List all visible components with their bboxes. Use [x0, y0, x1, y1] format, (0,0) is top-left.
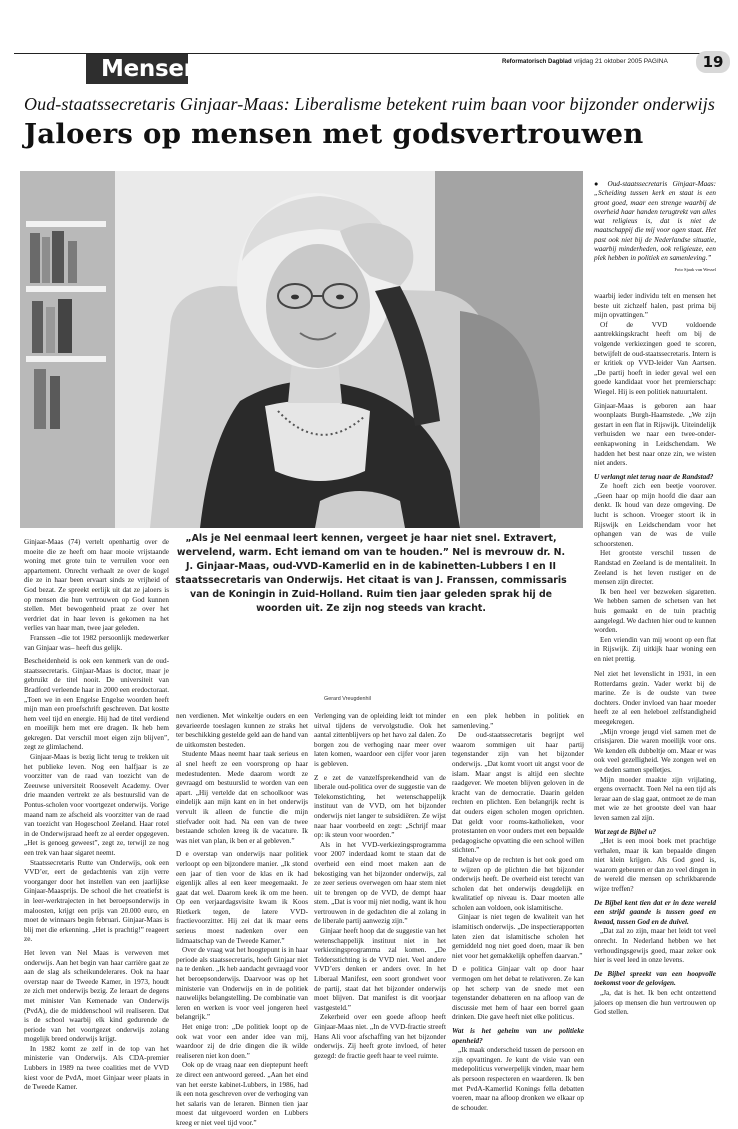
paragraph: en een plek hebben in politiek en samenleving.”: [452, 712, 584, 730]
paragraph: Ginjaar-Maas is bezig licht terug te trekken uit het publieke leven. Nog een halfjaar is ze voorzitter van de raad van toezicht van de Zeeuwse universiteit Roosevelt Academy. Over drie maanden vertrekt ze als bestuurslid van de Pontus-scholen voor voortgezet onderwijs. Vorige maand nam ze afscheid als voorzitter van de raad van toezicht van Hogeschool Zeeland. Haar rotel in de Onderwijsraad heeft ze al eerder opgegeven. „Het is genoeg geweest”, zegt ze, terwijl ze nog een trek van haar sigaret neemt.: [24, 753, 169, 857]
caption-credit: Foto Sjaak van Wessel: [674, 266, 716, 272]
paragraph: Of de VVD voldoende aantrekkingskracht heeft om bij de volgende verkiezingen goed te scoren, betwijfelt de oud-staatssecretaris. Intern is er kritiek op VVD-leider Van Aartsen. „De partij hoeft in ieder geval wel een goede kandidaat voor het premierschap: Wiegel. Hij is een politiek natuurtalent.: [594, 320, 716, 396]
paragraph: Als in het VVD-verkiezingsprogramma voor 2007 inderdaad komt te staan dat de overheid een eind moet maken aan de bekostiging van het bijzonder onderwijs, zal ze zeer serieus overwegen om haar stem niet uit te brengen op de VVD, de dempt haar stem. „Dat is voor mij niet nodig, want ik hou vertrouwen in de gedachten die al zolang in de liberale partij aanwezig zijn.”: [314, 840, 446, 926]
paragraph: Ginjaar-Maas is geboren aan haar woonplaats Burgh-Haamstede. „We zijn gestart in een flat in Rijswijk. Uiteindelijk verhuisden we naar een twee-onder-eenkapwoning in Leidschendam. We hadden het best naar onze zin, we wisten niet anders.: [594, 401, 716, 468]
interview-question: Wat is het geheim van uw politieke openheid?: [452, 1027, 584, 1045]
caption-text: ● Oud-staatssecretaris Ginjaar-Maas: „Scheiding tussen kerk en staat is een groot goed, maar een strenge waarbij de overheid haar handen terugtrekt van alles wat religieus is, dat is niet de maatschappij die mij voor ogen staat. Het past ook niet bij de Nederlandse situatie, waarbij minderheden, ook religieuze, een plek hebben in politiek en samenleving.”: [594, 180, 716, 263]
paragraph: „Dat zal zo zijn, maar het leidt tot veel onrecht. In Nederland hebben we het verhoudingsgewijs goed, maar zeker ook hier is veel leed in onze levens.: [594, 927, 716, 965]
portrait-photo: [20, 171, 583, 528]
paragraph: Studente Maas neemt haar taak serieus en al snel heeft ze een voorsprong op haar medestudenten. Mede daarom wordt ze gevraagd om bestuurslid te worden van een apart. „Hij vertelde dat en schoolkoor was eindelijk aan mijn kant en in het onderwijs vervult ik alleen de functie die mijn stiefvader ooit had. Na een van de twee bestaande scholen kreeg ik de vacature. Ik was niet van plan, ik ben er al gebleven.”: [176, 750, 308, 845]
paragraph: Mijn moeder maakte zijn vrijlating, ergens overnacht. Toen Nel na een tijd als leraar aan de slag gaat, ontmoet ze de man met wie ze het grootste deel van haar leven samen zal zijn.: [594, 775, 716, 822]
issue-date: vrijdag 21 oktober 2005 PAGINA: [574, 58, 668, 65]
body-column-5: [594, 292, 716, 663]
paragraph: Behalve op de rechten is het ook goed om te wijzen op de plichten die het bijzonder onderwijs heeft. De overheid eist terecht van scholen dat het onderwijs deugdelijk en kwalitatief op niveau is. Daar moeten alle scholen aan voldoen, ook islamitische.: [452, 855, 584, 912]
newspaper-name: Reformatorisch Dagblad: [502, 59, 572, 65]
paragraph: Ze hoeft zich een beetje voorover. „Geen haar op mijn hoofd die daar aan denkt. Ik houd van deze omgeving. De lucht is schoon. Vroeger stoort ik in Rijswijk en Leidschendam voor het ophangen van de was de vuile schoorstenen.: [594, 482, 716, 548]
body-column-4: [452, 712, 584, 1112]
section-tab: [86, 54, 200, 84]
photo-caption: [594, 180, 716, 274]
article-kicker: Oud-staatssecretaris Ginjaar-Maas: Liberalisme betekent ruim baan voor bijzonder onderwijs: [24, 94, 715, 114]
pull-quote-author: Gerard Vreugdenhil: [324, 696, 371, 702]
paragraph: „Ik maak onderscheid tussen de persoon en zijn opvattingen. Je kunt de visie van een medepoliticus verwerpelijk vinden, maar hem als persoon respecteren en waarderen. Ik ben met PvdA-Kamerlid Konings fella debatten voeren, maar na afloop dronken we elkaar op de schouder.: [452, 1046, 584, 1112]
page-header: [14, 40, 724, 86]
paragraph: nen verdienen. Met winkeltje ouders en een gevarieerde toeslagen kunnen ze straks het ter beschikking gestelde geld aan de hand van de uitkomsten besteden.: [176, 712, 308, 749]
paragraph: Ginjaar-Maas (74) vertelt openhartig over de moeite die ze heeft om haar mooie vrijstaande woning met grote tuin te verruilen voor een appartement. Onrecht verhaalt ze over de kogel die ze in haar been ervaart sinds ze vrijheid of God bezat. Ze spreekt eerlijk uit dat ze jaloers is op mensen die hun vertrouwen op God kunnen stellen. Met bewogenheid praat ze over het verdriet dat in haar leven is gekomen na het verlies van haar man, twee jaar geleden.: [24, 538, 169, 633]
paragraph: „Ja, dat is het. Ik ben echt ontzettend jaloers op mensen die hun vertrouwen op God stellen.: [594, 989, 716, 1017]
body-column-2: [176, 712, 308, 1127]
pull-quote: „Als je Nel eenmaal leert kennen, vergeet je haar niet snel. Extravert, wervelend, warm. Echt iemand om van te houden.” Nel is mevrouw dr. N. J. Ginjaar-Maas, oud-VVD-Kamerlid en in de kabinetten-Lubbers I en II staatssecretaris van Onderwijs. Het citaat is van J. Franssen, commissaris van de Koningin in Zuid-Holland. Ruim tien jaar geleden sprak hij de woorden uit. Ze zijn nog steeds van kracht.: [175, 533, 567, 614]
paragraph: Nel ziet het levenslicht in 1931, in een Rotterdams gezin. Vader werkt bij de marine. Ze is de oudste van twee dochters. Onder invloed van haar moeder heeft ze al een heleboel zelfstandigheid meegekregen.: [594, 670, 716, 726]
interview-question: De Bijbel spreekt van een hoopvolle toekomst voor de gelovigen.: [594, 969, 716, 988]
paragraph: D e overstap van onderwijs naar politiek verloopt op een bijzondere manier. „Ik stond een jaar of tien voor de klas en ik had eigenlijk alles al een keer meegemaakt. Je gaat dat wel. Daarom keek ik om me heen. Op een verjaardagsvisite kwam ik Koos Rietkerk tegen, de latere VVD-fractievoorzitter. Hij zei dat ik maar eens serieus moest nadenken over een lidmaatschap van de Tweede Kamer.”: [176, 850, 308, 945]
paragraph: Ginjaar heeft hoop dat de suggestie van het wetenschappelijk instituut niet in het verkiezingsprogramma zal komen. „De Teldersstichting is de VVD niet. Veel andere VVD’ers denken er anders over. In het Liberaal Manifest, een soort grondwet voor de partij, staat dat het bijzonder onderwijs moet blijven. Dat manifest is dit voorjaar vastgesteld.”: [314, 927, 446, 1012]
paragraph: „Het is een mooi boek met prachtige verhalen, maar ik kan bepaalde dingen niet klein krijgen. Als God goed is, waarom gebeuren er dan zo veel dingen in de wereld die mensen op schrikbarende wijze treffen?: [594, 837, 716, 894]
interview-question: U verlangt niet terug naar de Randstad?: [594, 472, 714, 481]
paragraph: Bescheidenheid is ook een kenmerk van de oud-staatssecretaris. Ginjaar-Maas is doctor, maar je gebruikt de titel nooit. De universiteit van Bradford verleende haar in 2000 een eredoctoraat. „Toen we in een Engelse Engelse woorden heeft mijn man een proefschrift geschreven. Dat kostte hem veel tijd en energie. Hij had de titel verdiend en moeilijk hem met ere dragen. Ik heb hem gekregen. Dat verschil moet eigen zijn blijven”, zegt ze glimlachend.: [24, 657, 169, 752]
interview-question: De Bijbel kent tien dat er in deze wereld een strijd gaande is tussen goed en kwaad, tussen God en de duivel.: [594, 898, 716, 926]
paragraph: Ginjaar is niet tegen de kwaliteit van het islamitisch onderwijs. „De inspectierapporten laten zien dat islamitische scholen het gemiddeld nog niet goed doen, maar ik ben niet voor het gemakkelijk opheffen daarvan.”: [452, 913, 584, 960]
paragraph: Z e zet de vanzelfsprekendheid van de liberale oud-politica over de suggestie van de Telekomstichting, het wetenschappelijk instituut van de VVD, om het bijzonder onderwijs niet langer te subsidiëren. Ze wijst naar haar voorbeeld en zegt: „Schrijf maar op: ik steun voor woorden.”: [314, 773, 446, 840]
interview-question: Wat zegt de Bijbel u?: [594, 827, 657, 836]
paragraph: Over de vraag wat het hoogtepunt is in haar periode als staatssecretaris, hoeft Ginjaar niet na te denken. „Ik heb aandacht gevraagd voor het beroepsonderwijs. Daarvoor was op het ministerie van Onderwijs en in de politiek nauwelijks belangstelling. De combinatie van leren en werken is voor veel jongeren heel belangrijk.”: [176, 946, 308, 1022]
paragraph: Zekerheid over een goede afloop heeft Ginjaar-Maas niet. „In de VVD-fractie streeft Hans Ali voor afschaffing van het bijzonder onderwijs. Zij heeft grote invloed, of heter gezegd: de fractie geeft haar te veel ruimte.: [314, 1013, 446, 1060]
page-number: 19: [696, 51, 730, 73]
paragraph: Het enige tron: „De politiek loopt op de ook wat voor een ander idee van mij, waardoor zij de drie dingen die ik wilde realiseren niet kon doen.”: [176, 1023, 308, 1060]
paragraph: Het leven van Nel Maas is verweven met onderwijs. Aan het begin van haar carrière gaat ze aan de slag als scheikundelerares. Ook na haar overstap naar de Tweede Kamer, in 1973, houdt ze zich met onderwijs bezig. Ze leraart de degens met minister Van Kemenade van Onderwijs (PvdA), die de middenschool wil realiseren. Dat is de school waarbij elk kind gedurende de periode van het voortgezet onderwijs zolang mogelijk breed onderwijs krijgt.: [24, 948, 169, 1044]
paragraph: Ook op de vraag naar een dieptepunt heeft ze direct een antwoord gereed. „Aan het eind van het eerste kabinet-Lubbers, in 1986, had ik een nota geschreven over de verhoging van het salaris van de leraren. Binnen tien jaar moest dat uitgevoerd worden en Lubbers kreeg er niet veel tijd voor.”: [176, 1061, 308, 1127]
paragraph: „Mijn vroege jeugd viel samen met de crisisjaren. Die waren moeilijk voor ons. We kenden elk dubbeltje om. Maar er was ook veel gezelligheid. We zongen wel en we deden samen spelletjes.: [594, 727, 716, 774]
body-column-1: [24, 538, 169, 1092]
article-headline: Jaloers op mensen met godsvertrouwen: [24, 118, 644, 150]
paragraph: waarbij ieder individu telt en mensen het beste uit zichzelf halen, past prima bij mijn opvattingen.”: [594, 292, 716, 320]
paragraph: Het grootste verschil tussen de Randstad en Zeeland is de mentaliteit. In Zeeland is het leven rustiger en de mensen zijn directer.: [594, 549, 716, 587]
paragraph: Staatssecretaris Rutte van Onderwijs, ook een VVD’er, eert de gedachtenis van zijn verre voorganger door het instellen van een jaarlijkse Ginjaar-Maasprijs. De school die het creatiefst is in leer-werktrajecten in het beroepsonderwijs in maloosten, krijgt een prijs van 20.000 euro, en moet de winnaars begin februari. Ginjaar-Maas is blij met die erkenning. „Het is prachtig!” reageert ze.: [24, 858, 169, 944]
body-column-6: [594, 670, 716, 1053]
paragraph: Franssen –die tot 1982 persoonlijk medewerker van Ginjaar was– heeft dus gelijk.: [24, 633, 169, 652]
portrait-illustration: [20, 171, 583, 528]
paragraph: De oud-staatssecretaris begrijpt wel waarom sommigen uit haar partij tegenstander zijn van het bijzonder onderwijs. „Dat komt voort uit angst voor de islam. Maar angst is altijd een slechte raadgever. We moeten blijven geloven in de kracht van de democratie. Daarin gelden rechten en plichten. Een belangrijk recht is dat ouders eigen scholen mogen oprichten. Dat geldt voor rooms-katholieken, voor protestanten en voor ouders met een bepaalde pedagogische opvatting die een school willen stichten.”: [452, 731, 584, 855]
paragraph: D e politica Ginjaar valt op door haar vermogen om het debat te relativeren. Ze kan op het scherp van de snede met een tegenstander debatteren en na afloop van de discussie met hem of haar een borrel gaan drinken. Die gave heeft niet elke politicus.: [452, 965, 584, 1022]
paragraph: Verlenging van de opleiding leidt tot minder uitval tijdens de vervolgstudie. Ook het aantal zittenblijvers op het havo zal dalen. Zo borgen zou de verhoging naar meer over laten komen, waardoor een cijfer voor jaren is gebleven.: [314, 712, 446, 768]
paragraph: Een vriendin van mij woont op een flat in Rijswijk. Zij uitkijk haar woning een en niet prettig.: [594, 635, 716, 663]
paragraph: Ik ben heel ver bezweken sigaretten. We hebben samen de schetsen van het huis gemaakt en de tuin prachtig aangelegd. We dachten hier oud te kunnen worden.: [594, 587, 716, 635]
section-label: Mensen: [101, 56, 200, 82]
body-column-3: [314, 712, 446, 1060]
paragraph: In 1982 komt ze zelf in de top van het ministerie van Onderwijs. Als CDA-premier Lubbers in 1989 na twee coalities met de VVD kiest voor de PvdA, moet Ginjaar weer plaats in de Tweede Kamer.: [24, 1044, 169, 1092]
